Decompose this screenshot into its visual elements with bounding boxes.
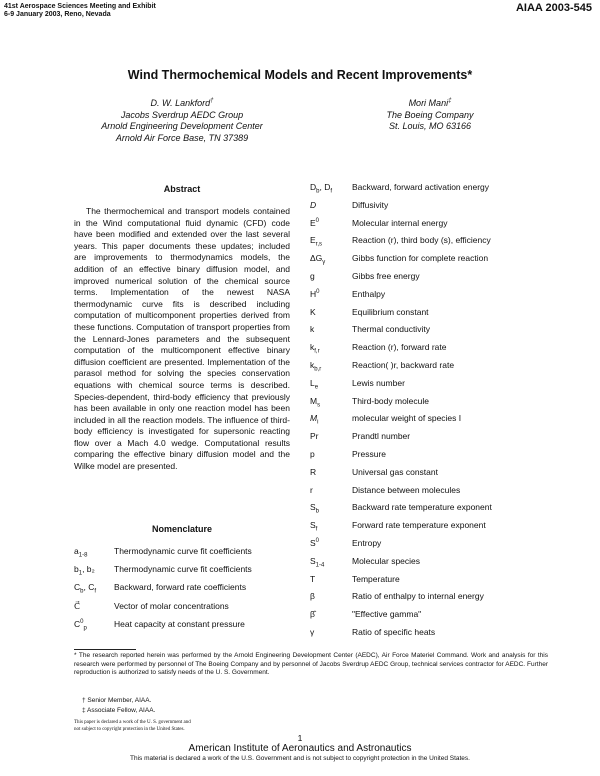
- author-affiliation: Arnold Engineering Development Center: [101, 121, 263, 131]
- nomenclature-definition: molecular weight of species I: [352, 413, 462, 424]
- author-name: Mori Mani‡: [408, 98, 452, 108]
- nomenclature-symbol: $S^0$: [310, 538, 320, 548]
- nomenclature-definition: Heat capacity at constant pressure: [114, 618, 245, 629]
- nomenclature-symbol: β̂: [310, 609, 315, 620]
- copyright-notice: This material is declared a work of the U.S. Government and is not subject to copyright protection in the United States.: [130, 755, 470, 762]
- nomenclature-definition: Backward, forward rate coefficients: [114, 582, 247, 593]
- nomenclature-definition: Molecular internal energy: [352, 217, 448, 228]
- paper-number: AIAA 2003-545: [515, 2, 592, 14]
- nomenclature-symbol: T: [310, 573, 316, 584]
- paper-title: Wind Thermochemical Models and Recent Improvements*: [127, 68, 473, 82]
- nomenclature-symbol: $\Delta G_\gamma$: [310, 253, 326, 266]
- nomenclature-definition: Ratio of specific heats: [352, 627, 436, 637]
- nomenclature-symbol: $b_1$, b₂: [74, 564, 95, 577]
- abstract-heading: Abstract: [163, 184, 201, 194]
- page-number: 1: [297, 733, 303, 743]
- nomenclature-symbol: g: [310, 271, 315, 281]
- nomenclature-symbol: β: [310, 591, 315, 602]
- nomenclature-symbol: $k_{f,r}$: [310, 342, 320, 355]
- publisher-name: American Institute of Aeronautics and Astronautics: [188, 743, 412, 754]
- nomenclature-definition: Backward rate temperature exponent: [352, 502, 492, 513]
- nomenclature-symbol: $S_{1-4}$: [310, 555, 325, 569]
- conference-name: 41st Aerospace Sciences Meeting and Exhibit: [4, 3, 156, 10]
- nomenclature-definition: Gibbs function for complete reaction: [352, 253, 489, 264]
- nomenclature-symbol: $M_s$: [310, 395, 321, 409]
- nomenclature-definition: Molecular species: [352, 555, 421, 566]
- nomenclature-symbol: $M_i$: [310, 413, 319, 427]
- nomenclature-definition: Vector of molar concentrations: [114, 600, 229, 611]
- nomenclature-definition: Equilibrium constant: [352, 306, 429, 317]
- nomenclature-definition: Distance between molecules: [352, 484, 461, 495]
- nomenclature-definition: Thermodynamic curve fit coefficients: [114, 546, 252, 556]
- footnote-funding: * The research reported herein was performed by the Arnold Engineering Development Center (AEDC), Air Force Materiel Command. Work and analysis for this research were performed by personnel of The Boeing Company and by personnel of Jacobs Sverdrup AEDC Group, technical services contractor for AEDC. Further reproduction is authorized to satisfy needs of the U. S. Government.: [74, 652, 548, 677]
- nomenclature-symbol: $a_{1-8}$: [74, 546, 88, 559]
- nomenclature-definition: Lewis number: [352, 377, 405, 388]
- footnote-author-2: ‡ Associate Fellow, AIAA.: [82, 707, 156, 714]
- nomenclature-definition: Gibbs free energy: [352, 271, 420, 281]
- nomenclature-definition: Pressure: [352, 449, 387, 459]
- nomenclature-symbol: K: [310, 306, 316, 317]
- nomenclature-symbol: $E_{r,s}$: [310, 235, 323, 249]
- nomenclature-definition: Enthalpy: [352, 288, 386, 299]
- nomenclature-definition: Prandtl number: [352, 431, 411, 442]
- nomenclature-definition: Third-body molecule: [352, 395, 430, 406]
- nomenclature-symbol: k: [310, 324, 315, 335]
- nomenclature-symbol: $L_e$: [310, 377, 319, 391]
- nomenclature-definition: Reaction (r), forward rate: [352, 342, 447, 353]
- author-affiliation: St. Louis, MO 63166: [388, 121, 472, 131]
- footnote-author-1: † Senior Member, AIAA.: [82, 697, 152, 704]
- abstract-text: The thermochemical and transport models contained in the Wind computational fluid dynamic (CFD) code have been modified and extended over the last several years. This paper documents these updates; included are improvements to thermodynamics models, the addition of an effective binary diffusion model, and improved numerical solution of the chemical source terms. Implementation of the newest NASA thermodynamic curve fits is described including computation of multicomponent properties derived from these functions. Computation of transport properties from the Lennard-Jones parameters and the subsequent computation of the multicomponent effective binary diffusion coefficient are presented. Implementation of the parasol method for solving the species conservation equations with chemical source terms is described. Species-dependent, third-body efficiency that previously has been available in only one reaction model has been included in all the reaction models. The influence of third-body efficiency is investigated for supersonic reacting flow over a Mach 4.0 wedge. Computational results comparing the effective binary diffusion model and the Wilke model are presented.: [74, 206, 290, 472]
- nomenclature-definition: Thermal conductivity: [352, 324, 430, 335]
- nomenclature-definition: Reaction( )r, backward rate: [352, 360, 455, 370]
- copyright-note-line-2: not subject to copyright protection in the United States.: [74, 727, 185, 732]
- nomenclature-symbol: C⃗: [74, 600, 80, 611]
- author-name: D. W. Lankford†: [150, 98, 214, 108]
- nomenclature-symbol: $C^0_p$: [74, 618, 87, 632]
- nomenclature-definition: Backward, forward activation energy: [352, 182, 490, 192]
- nomenclature-symbol: Pr: [310, 431, 319, 442]
- conference-dates: 6-9 January 2003, Reno, Nevada: [4, 11, 111, 18]
- nomenclature-definition: Ratio of enthalpy to internal energy: [352, 591, 484, 602]
- author-block-1: [74, 96, 290, 144]
- nomenclature-definition: Temperature: [352, 573, 400, 584]
- nomenclature-symbol: $C_b$, $C_f$: [74, 582, 97, 596]
- nomenclature-symbol: $k_{b,r}$: [310, 360, 322, 373]
- nomenclature-definition: Diffusivity: [352, 199, 389, 210]
- nomenclature-heading: Nomenclature: [151, 524, 213, 534]
- nomenclature-definition: Universal gas constant: [352, 466, 438, 477]
- copyright-note-line-1: This paper is declared a work of the U. S. government and: [74, 720, 191, 725]
- footnote-rule: [74, 649, 136, 650]
- nomenclature-symbol: γ: [310, 627, 315, 637]
- author-block-2: [310, 96, 550, 133]
- nomenclature-definition: Reaction (r), third body (s), efficiency: [352, 235, 491, 246]
- author-affiliation: The Boeing Company: [386, 109, 474, 120]
- nomenclature-definition: Entropy: [352, 538, 382, 548]
- nomenclature-symbol: $E^0$: [310, 217, 320, 228]
- author-affiliation: Jacobs Sverdrup AEDC Group: [120, 109, 244, 120]
- author-affiliation: Arnold Air Force Base, TN 37389: [115, 132, 249, 143]
- nomenclature-definition: "Effective gamma": [352, 609, 422, 620]
- nomenclature-definition: Thermodynamic curve fit coefficients: [114, 564, 252, 575]
- nomenclature-symbol: p: [310, 449, 315, 459]
- nomenclature-symbol: $S_b$: [310, 502, 320, 516]
- nomenclature-symbol: R: [310, 466, 317, 477]
- nomenclature-symbol: $H^0$: [310, 288, 320, 299]
- nomenclature-definition: Forward rate temperature exponent: [352, 520, 486, 531]
- nomenclature-symbol: r: [310, 484, 313, 495]
- nomenclature-symbol: D: [310, 199, 317, 210]
- nomenclature-symbol: $D_b$, $D_f$: [310, 182, 333, 195]
- nomenclature-symbol: $S_f$: [310, 520, 318, 533]
